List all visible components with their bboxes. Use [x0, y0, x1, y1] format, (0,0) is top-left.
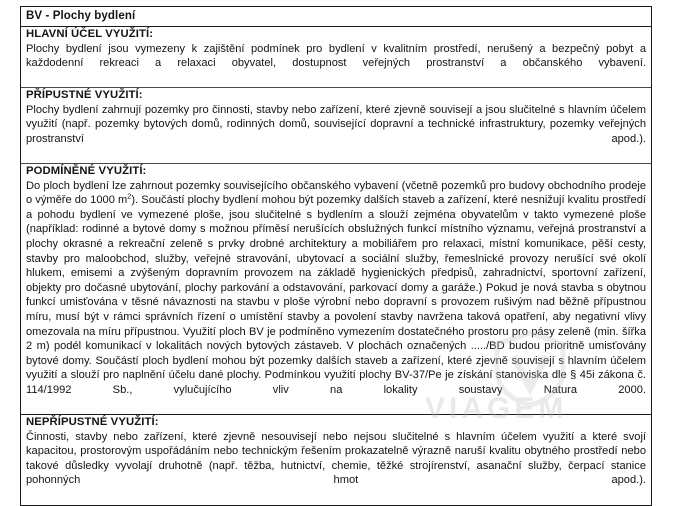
land-use-regulation-table: [20, 6, 652, 506]
watermark-text: VIAGEM: [425, 392, 568, 425]
section-heading: PŘÍPUSTNÉ VYUŽITÍ:: [26, 89, 143, 102]
section-body: [21, 42, 651, 88]
table-title-row: [21, 7, 651, 27]
section-paragraph: Plochy bydlení jsou vymezeny k zajištění podmínek pro bydlení v kvalitním prostředí, nerušený a bezpečný pobyt a každodenní rekreaci a relaxaci obyvatel, dostupnost veřejných prostranství a občanského vybavení.: [26, 42, 646, 70]
superscript-square-metres: 2: [127, 191, 132, 201]
section-heading: PODMÍNĚNÉ VYUŽITÍ:: [26, 165, 147, 178]
section-paragraph: [26, 179, 646, 413]
section-podminene-vyuziti: [21, 163, 651, 414]
section-paragraph: Činnosti, stavby nebo zařízení, které zjevně nesouvisejí nebo nejsou slučitelné s hlavním účelem využití a které svojí kapacitou, prostorovým uspořádáním nebo technickým řešením prokazatelně výrazně naruší kvalitu obytného prostředí nebo takové důsledky vyvolají druhotně (např. těžba, hutnictví, chemie, těžké strojírenství, asanační služby, čerpací stanice pohonných hmot apod.).: [26, 430, 646, 487]
section-nepripustne-vyuziti: [21, 414, 651, 504]
section-body: [21, 430, 651, 505]
section-paragraph: Plochy bydlení zahrnují pozemky pro činnosti, stavby nebo zařízení, které zjevně souvisejí a jsou slučitelné s hlavním účelem využití (např. pozemky bytových domů, rodinných domů, související dopravní a technické infrastruktury, pozemky veřejných prostranství apod.).: [26, 103, 646, 145]
page-title: BV - Plochy bydlení: [26, 10, 136, 22]
section-pripustne-vyuziti: [21, 87, 651, 163]
section-text-part1: Do ploch bydlení lze zahrnout pozemky souvisejícího občanského vybavení (včetně pozemků pro budovy obchodního prodeje o výměře do 1000 m: [26, 179, 646, 207]
document-container: [20, 6, 652, 506]
section-text-part2: ). Součástí plochy bydlení mohou být pozemky dalších staveb a zařízení, které nesnižují kvalitu prostředí a pohodu bydlení ve vymezené ploše, jsou slučitelné s bydlením a slouží zejména obyvatelům v takto vymezené ploše (například: rodinné a bytové domy s možnou příměsí nerušících obslužných funkcí místního významu, veřejná prostranství a plochy okrasné a rekreační zeleně s prvky drobné architektury a mobiliářem pro relaxaci, místní komunikace, pěší cesty, stavby pro maloobchod, služby, veřejné stravování, ubytovací a sociální služby, řemeslnické provozy nerušící své okolí hlukem, emisemi a zvýšeným dopravním provozem na základě hygienických předpisů, zahradnictví, sportovní zařízení, objekty pro dočasné ubytování, plochy parkování a odstavování, parkovací domy a garáže.) Pokud je nová stavba s obytnou funkcí umisťována v těsné návaznosti na stavbu v ploše výrobní nebo dopravní s provozem rušivým nad běžně přípustnou míru, musí být v rámci správních řízení o umístění stavby a povolení stavby navržena taková opatření, aby negativní vlivy omezovala na míru přípustnou. Využití ploch BV je podmíněno vymezením dostatečného prostoru pro pásy zeleně (min. šířka 2 m) podél komunikací v lokalitách nových bytových zástaveb. V plochách označených ...../BD budou prioritně umisťovány bytové domy. Součástí ploch bydlení mohou být pozemky dalších staveb a zařízení, které zjevně souvisejí s hlavním účelem využití a slouží pro naplnění účelu dané plochy. Podmínkou využití plochy BV-37/Pe je získání stanoviska dle § 45i zákona č. 114/1992 Sb., vylučujícího vliv na lokality soustavy Natura 2000.: [26, 194, 646, 396]
section-heading: NEPŘÍPUSTNÉ VYUŽITÍ:: [26, 416, 159, 429]
section-heading: HLAVNÍ ÚČEL VYUŽITÍ:: [26, 28, 154, 40]
section-body: [21, 103, 651, 163]
section-body: [21, 179, 651, 415]
section-hlavni-ucel-vyuziti: [21, 27, 651, 87]
